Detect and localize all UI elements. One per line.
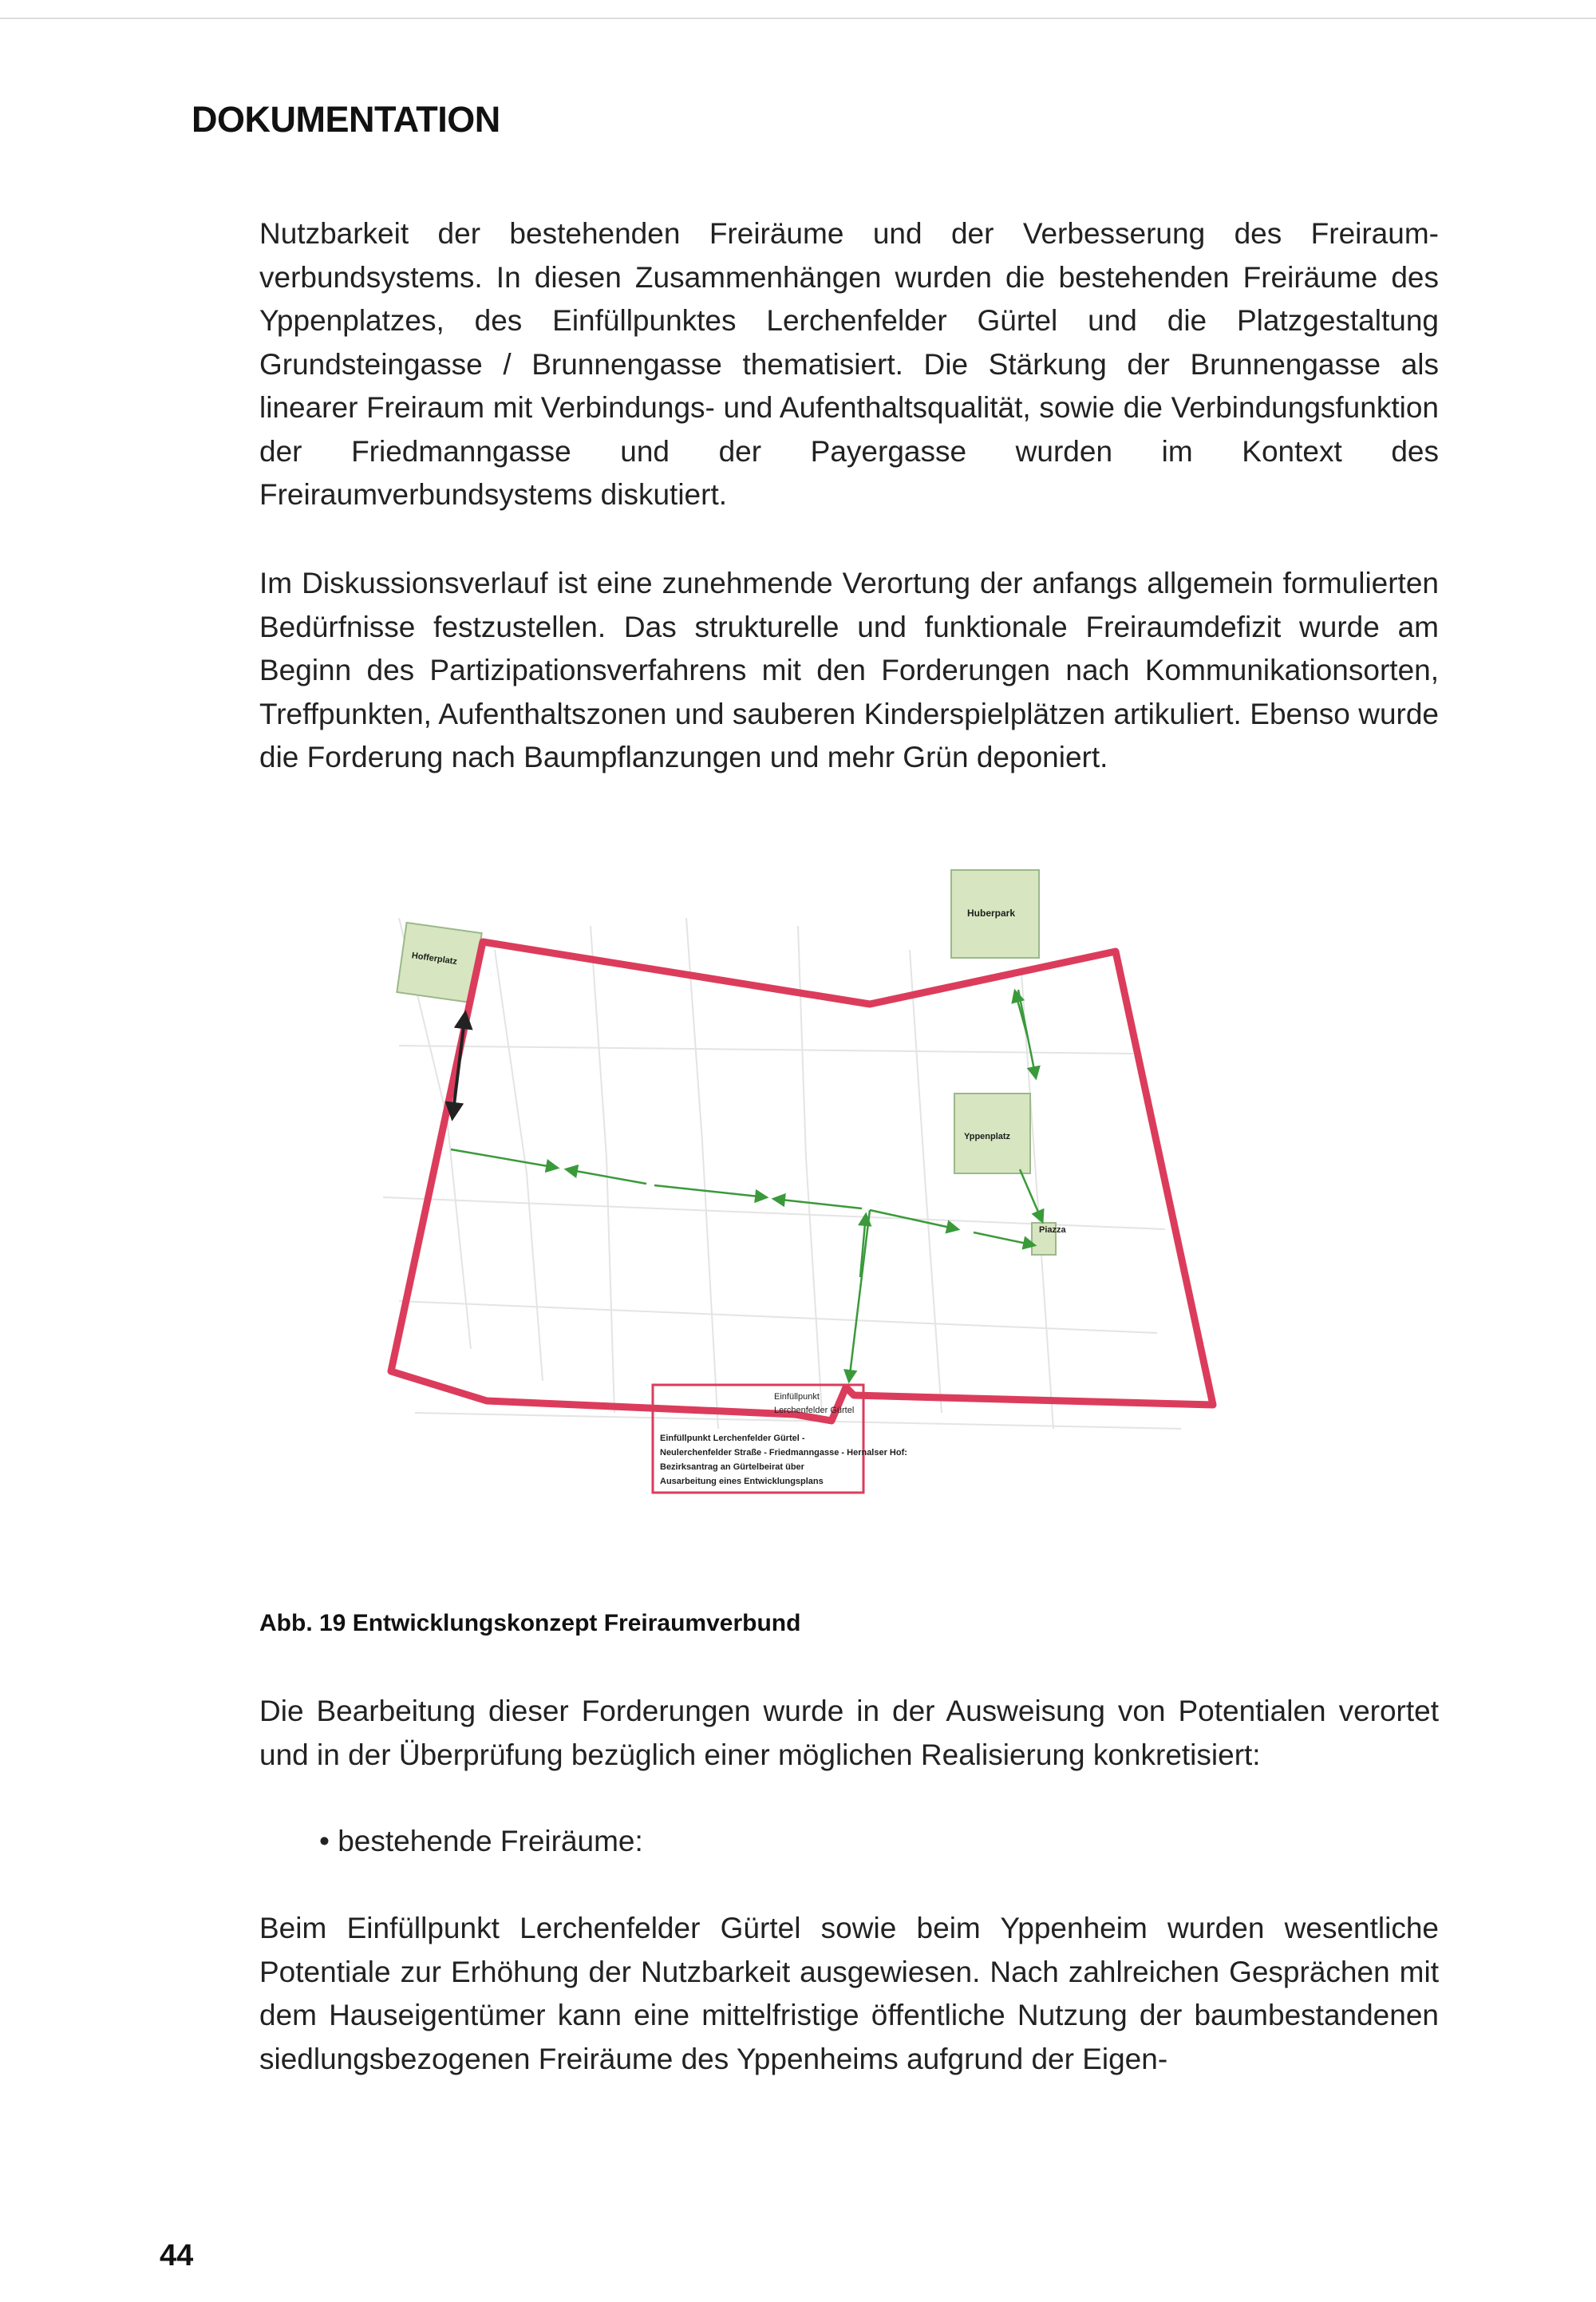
street-grid [383,918,1181,1429]
figure-caption: Abb. 19 Entwicklungskonzept Freiraumverbund [259,1610,801,1636]
paragraph-4: Beim Einfüllpunkt Lerchenfelder Gürtel sowie beim Yppenheim wurden wesentliche Potentiale zur Erhöhung der Nutzbarkeit ausgewiesen. Nach zahlreichen Gesprächen mit dem Hauseigentümer kann eine mittelfristige öffentliche Nutzung der baumbestandenen siedlungsbezogenen Freiräume des Yppenheims aufgrund der Eigen- [259,1912,1439,2075]
piazza-label: Piazza [1039,1225,1066,1235]
green-areas [397,870,1056,1255]
map-svg [351,854,1261,1549]
einfuellpunkt-label-1: Einfüllpunkt [774,1392,820,1402]
einfuellpunkt-label-2: Lerchenfelder Gürtel [774,1406,855,1415]
connector-s [849,1210,870,1381]
connector-w1 [451,1149,557,1168]
green-connectors [451,990,1042,1381]
connector-n2 [1015,991,1028,1038]
bullet-item: • bestehende Freiräume: [319,1825,643,1857]
yppenplatz-label: Yppenplatz [964,1132,1011,1141]
note-line-2: Neulerchenfelder Straße - Friedmanngasse - Hernalser Hof: [660,1448,907,1458]
connector-w4 [774,1199,862,1208]
page-number: 44 [160,2239,194,2272]
top-rule [0,18,1596,19]
connector-w6 [974,1232,1034,1245]
boundary-polyline [391,942,1213,1421]
huberpark-label: Huberpark [967,908,1016,919]
connector-e [1020,1169,1042,1221]
note-line-3: Bezirksantrag an Gürtelbeirat über [660,1462,804,1472]
paragraph-1: Nutzbarkeit der bestehenden Freiräume und der Verbesserung des Freiraumverbundsystems. In diesen Zusammenhängen wurden die bestehenden Freiräume des Yppenplatzes, des Einfüllpunktes Lerchenfelder Gürtel und die Platzgestaltung Grundsteingasse / Brunnengasse thematisiert. Die Stärkung der Brunnengasse als linearer Freiraum mit Verbindungs- und Aufenthaltsqualität, sowie die Verbindungsfunktion der Friedmanngasse und der Payergasse wurden im Kontext des Freiraumverbundsystems diskutiert. [259,217,1439,511]
hofferplatz-label: Hofferplatz [411,951,458,967]
freiraumverbund-map [351,854,1261,1549]
connector-w3 [654,1185,766,1197]
paragraph-2: Im Diskussionsverlauf ist eine zunehmende Verortung der anfangs allgemein formulierten Bedürfnisse festzustellen. Das strukturelle und funktionale Freiraumdefizit wurde am Beginn des Partizipationsverfahrens mit den Forderungen nach Kommunikationsorten, Treffpunkten, Aufenthaltszonen und sauberen Kinderspielplätzen artikuliert. Ebenso wurde die Forderung nach Baumpflanzungen und mehr Grün deponiert. [259,567,1439,773]
note-line-4: Ausarbeitung eines Entwicklungsplans [660,1477,824,1486]
paragraph-3: Die Bearbeitung dieser Forderungen wurde in der Ausweisung von Potentialen verortet und in der Überprüfung bezüglich einer möglichen Realisierung konkretisiert: [259,1695,1439,1771]
note-line-1: Einfüllpunkt Lerchenfelder Gürtel - [660,1434,805,1443]
section-heading: DOKUMENTATION [192,99,500,140]
